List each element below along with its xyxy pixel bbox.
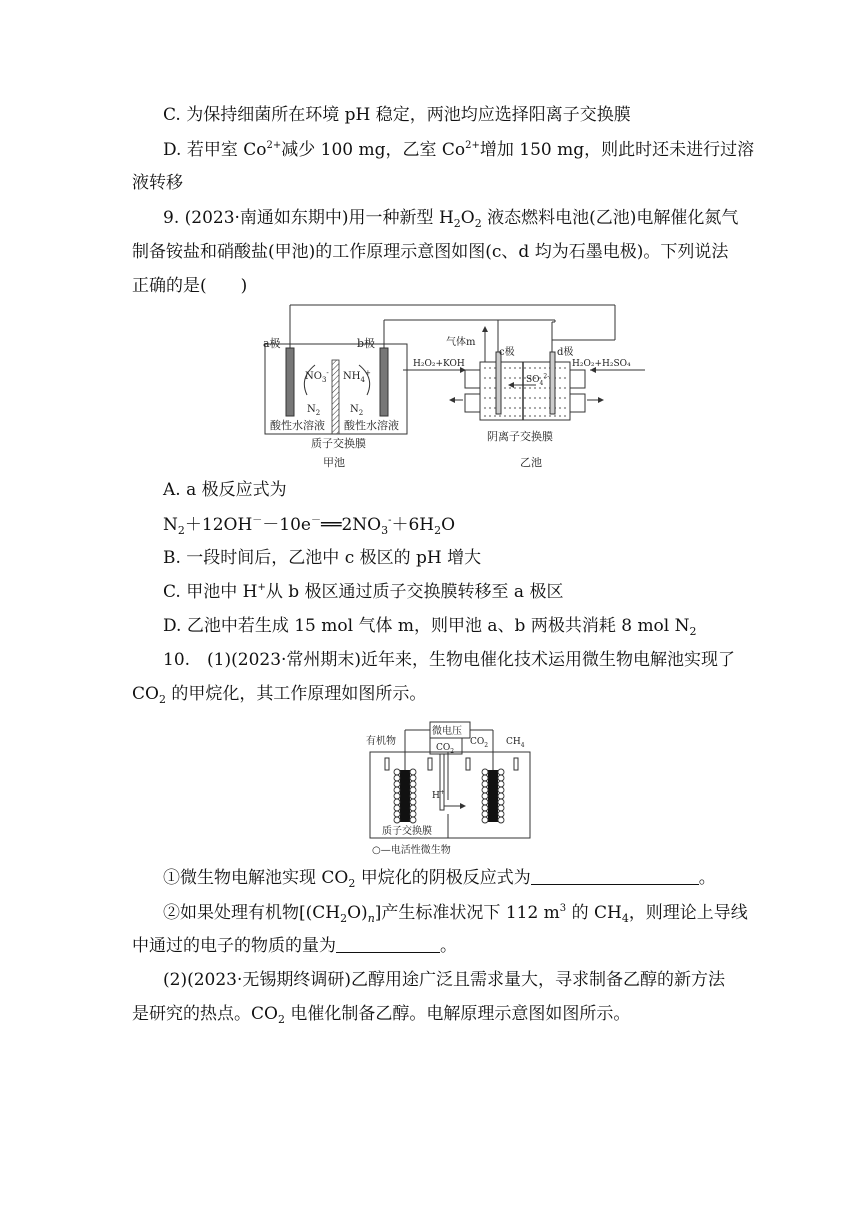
q10-section2: (2)(2023·无锡期终调研)乙醇用途广泛且需求量大，寻求制备乙醇的新方法 — [163, 970, 726, 990]
q9-stem-cont: 制备铵盐和硝酸盐(甲池)的工作原理示意图如图(c、d 均为石墨电极)。下列说法 — [132, 242, 729, 262]
cell-yi-label: 乙池 — [520, 456, 542, 469]
gas-m-label: 气体m — [446, 337, 476, 348]
aem-label: 阴离子交换膜 — [487, 430, 553, 443]
q9-option-a-equation: $N_2+12OH^--10e^-══2NO_3^-+6H_2O$ — [163, 515, 456, 537]
q10-stem: 10. (1)(2023·常州期末)近年来，生物电催化技术运用微生物电解池实现了 — [163, 650, 736, 670]
sulfate-label: $SO_4^{2-}$ — [526, 373, 550, 387]
answer-blank-1[interactable] — [531, 868, 699, 885]
left-feed-label: H₂O₂+KOH — [413, 359, 465, 369]
proton-label: H+ — [432, 789, 445, 801]
micro-voltage-label: 微电压 — [432, 726, 462, 737]
pem-label: 质子交换膜 — [311, 437, 366, 450]
q9-option-b: B. 一段时间后，乙池中 c 极区的 pH 增大 — [163, 548, 482, 568]
q10-part2: ②如果处理有机物$[(CH_2O)_n]$产生标准状况下 112 $m^3$ 的 $CH_4$，则理论上导线 — [163, 903, 748, 925]
q9-stem: 9. (2023·南通如东期中)用一种新型 $H_2O_2$ 液态燃料电池(乙池)电解催化氮气 — [163, 208, 739, 230]
a-electrode-label: a极 — [263, 337, 281, 350]
q10-figure — [360, 710, 550, 860]
acid-solution-right: 酸性水溶液 — [344, 419, 399, 432]
ammonium-label: $NH_4^+$ — [343, 369, 371, 384]
n2-left-label: $N_2$ — [307, 404, 321, 417]
b-electrode-label: b极 — [357, 337, 376, 350]
right-feed-label: H₂O₂+H₂SO₄ — [572, 359, 631, 369]
q10-stem-cont: $CO_2$ 的甲烷化，其工作原理如图所示。 — [132, 684, 427, 706]
q9-stem-end: 正确的是( ) — [132, 276, 248, 296]
ch4-label: $CH_4$ — [506, 737, 525, 749]
q10-section2-cont: 是研究的热点。$CO_2$ 电催化制备乙醇。电解原理示意图如图所示。 — [132, 1004, 631, 1026]
cell-yi — [403, 305, 645, 469]
q10-part2-cont: 中通过的电子的物质的量为 。 — [132, 936, 457, 956]
answer-blank-2[interactable] — [336, 936, 440, 953]
co2-out-label: $CO_2$ — [470, 737, 489, 749]
q8-option-c: C. 为保持细菌所在环境 pH 稳定，两池均应选择阳离子交换膜 — [163, 105, 631, 125]
organic-label: 有机物 — [366, 736, 396, 747]
q10-part1: ①微生物电解池实现 $CO_2$ 甲烷化的阴极反应式为 。 — [163, 868, 716, 890]
pem-label: 质子交换膜 — [382, 826, 432, 837]
q9-figure — [255, 300, 645, 475]
q8-option-d: D. 若甲室 $Co^{2+}$减少 100 mg，乙室 $Co^{2+}$增加 150 mg，则此时还未进行过溶 — [163, 140, 755, 160]
q9-option-d: D. 乙池中若生成 15 mol 气体 m，则甲池 a、b 两极共消耗 8 mol $N_2$ — [163, 616, 697, 638]
q8-option-d-cont: 液转移 — [132, 173, 183, 193]
q9-option-a: A. a 极反应式为 — [163, 480, 287, 500]
q9-option-c: C. 甲池中 H+从 b 极区通过质子交换膜转移至 a 极区 — [163, 582, 564, 602]
legend-microbe: ○—电活性微生物 — [372, 845, 451, 856]
n2-right-label: $N_2$ — [350, 404, 364, 417]
c-electrode-label: c极 — [499, 347, 515, 358]
acid-solution-left: 酸性水溶液 — [270, 419, 325, 432]
co2-in-label: $CO_2$ — [436, 743, 455, 755]
nitrate-label: $NO_3^-$ — [305, 369, 329, 384]
d-electrode-label: d极 — [557, 347, 574, 358]
cell-jia-label: 甲池 — [323, 456, 345, 469]
cell-jia — [263, 305, 615, 469]
